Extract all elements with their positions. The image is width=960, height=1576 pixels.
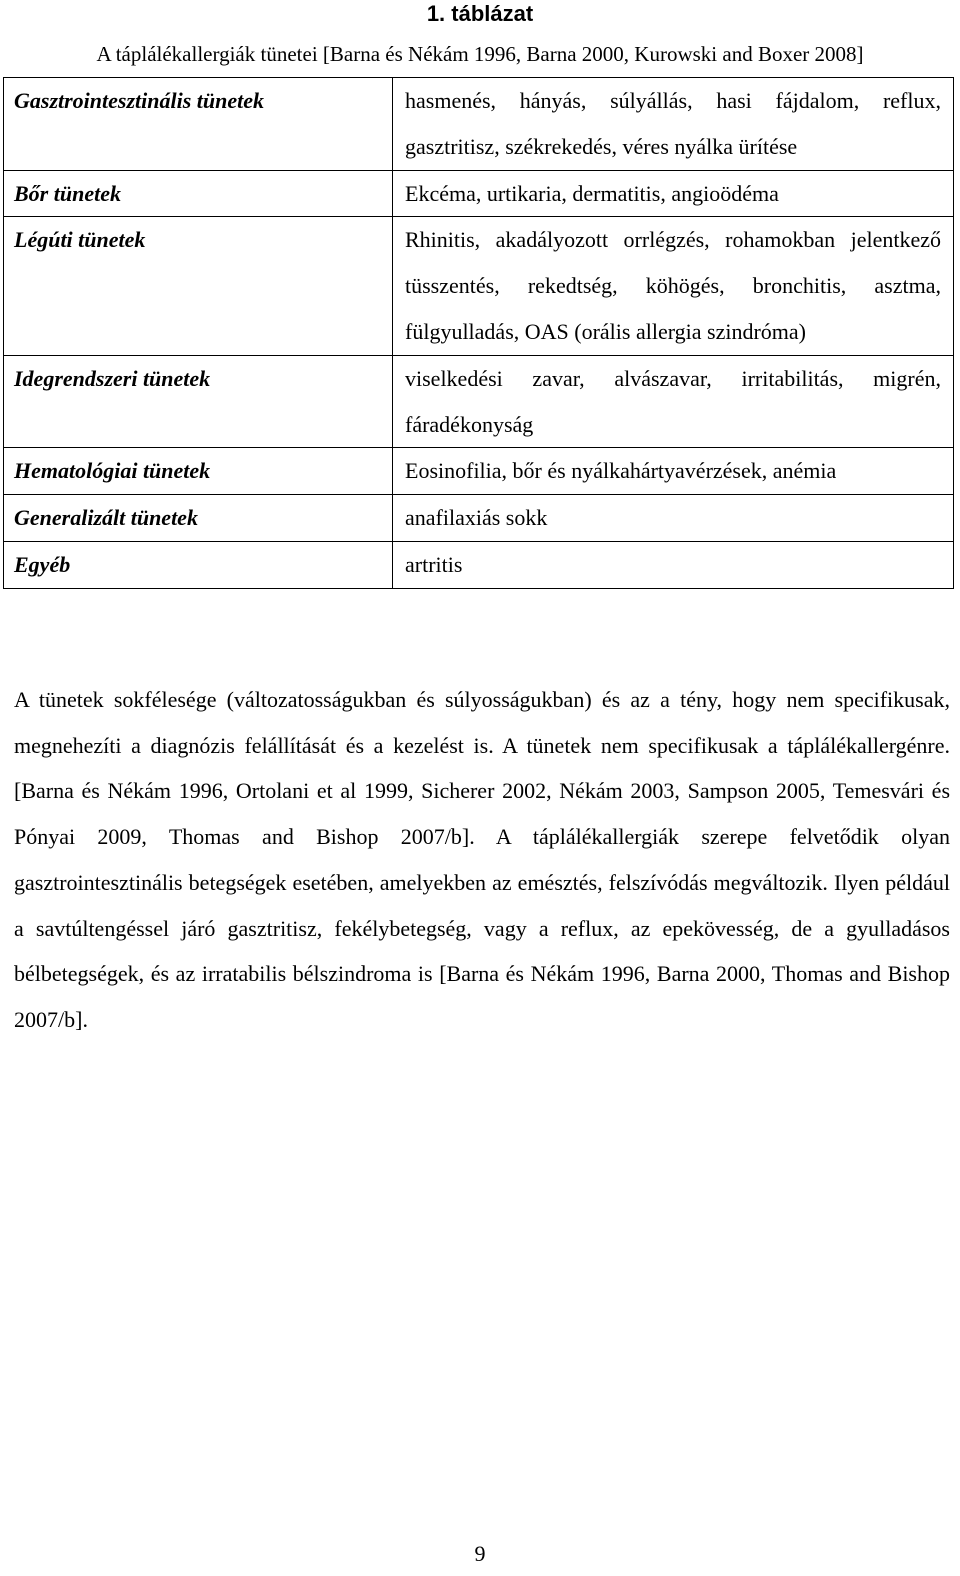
page-number: 9 [474,1541,486,1566]
table-caption-subtitle: A táplálékallergiák tünetei [Barna és Nékám 1996, Barna 2000, Kurowski and Boxer 2008] [96,42,864,66]
category-cell: Gasztrointesztinális tünetek [4,78,393,171]
category-cell: Generalizált tünetek [4,495,393,542]
symptoms-cell: artritis [393,541,954,588]
symptoms-cell: hasmenés, hányás, súlyállás, hasi fájdalom, reflux, gasztritisz, székrekedés, véres nyálka ürítése [393,78,954,171]
table-row [4,541,954,588]
body-paragraph: A tünetek sokfélesége (változatosságukban és súlyosságukban) és az a tény, hogy nem specifikusak, megnehezíti a diagnózis felállítását és a kezelést is. A tünetek nem specifikusak a táplálékallergénre. [Barna és Nékám 1996, Ortolani et al 1999, Sicherer 2002, Nékám 2003, Sampson 2005, Temesvári és Pónyai 2009, Thomas and Bishop 2007/b]. A táplálékallergiák szerepe felvetődik olyan gasztrointesztinális betegségek esetében, amelyekben az emésztés, felszívódás megváltozik. Ilyen például a savtúltengéssel járó gasztritisz, fekélybetegség, vagy a reflux, az epekövesség, de a gyulladásos bélbetegségek, és az irratabilis bélszindroma is [Barna és Nékám 1996, Barna 2000, Thomas and Bishop 2007/b]. [14,687,950,1032]
category-cell: Bőr tünetek [4,170,393,217]
symptoms-cell: Ekcéma, urtikaria, dermatitis, angioödéma [393,170,954,217]
symptoms-cell: Eosinofilia, bőr és nyálkahártyavérzések, anémia [393,448,954,495]
symptoms-cell: anafilaxiás sokk [393,495,954,542]
symptoms-cell: viselkedési zavar, alvászavar, irritabilitás, migrén, fáradékonyság [393,355,954,448]
table-row [4,170,954,217]
table-caption-title: 1. táblázat [426,1,534,26]
table-row [4,78,954,171]
table-row [4,495,954,542]
symptoms-table [3,77,954,589]
symptoms-cell: Rhinitis, akadályozott orrlégzés, rohamokban jelentkező tüsszentés, rekedtség, köhögés, bronchitis, asztma, fülgyulladás, OAS (orális allergia szindróma) [393,217,954,355]
table-row [4,448,954,495]
category-cell: Idegrendszeri tünetek [4,355,393,448]
category-cell: Hematológiai tünetek [4,448,393,495]
table-row [4,217,954,355]
category-cell: Egyéb [4,541,393,588]
table-row [4,355,954,448]
category-cell: Légúti tünetek [4,217,393,355]
